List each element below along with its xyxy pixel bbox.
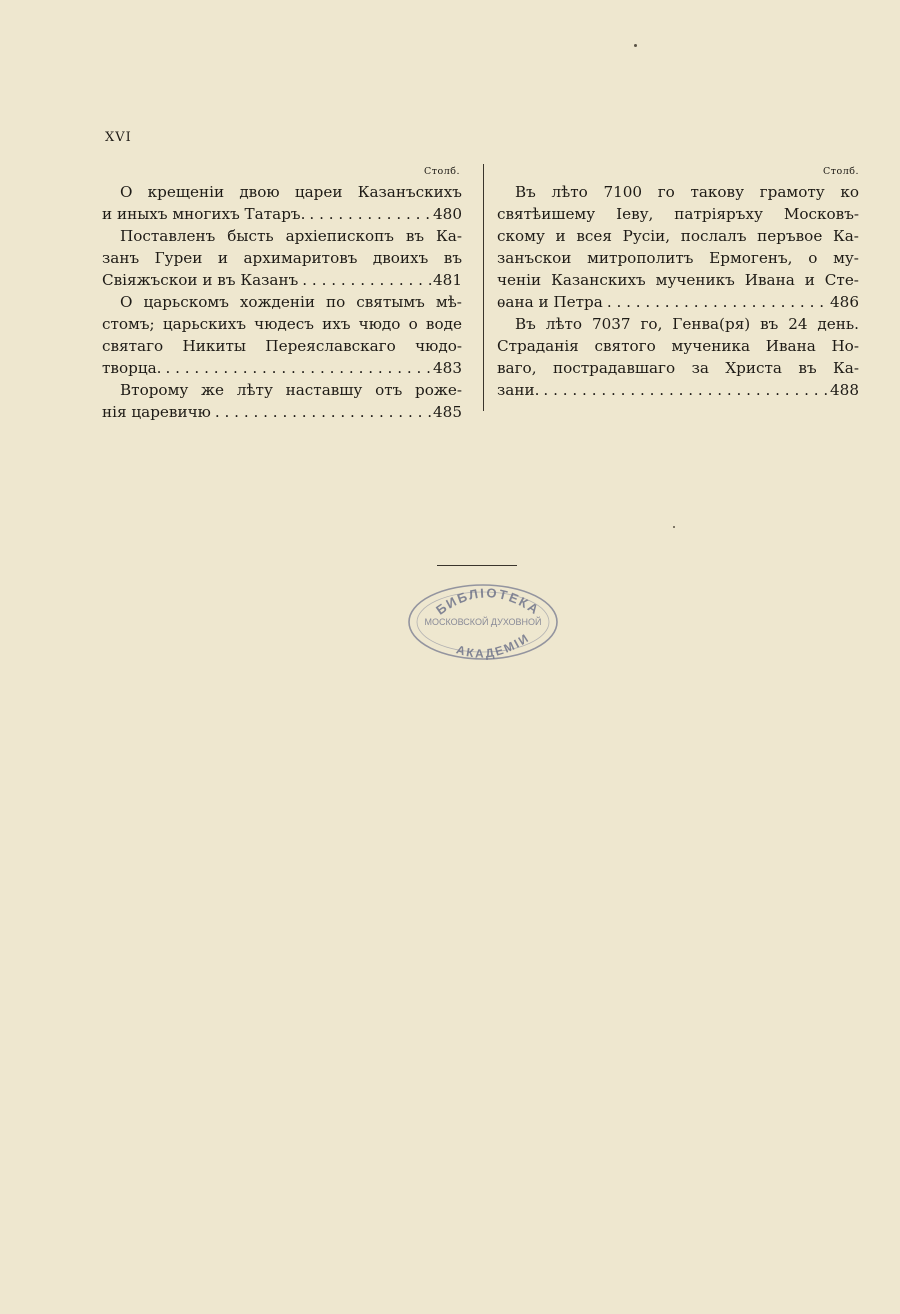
entry-last-line — [102, 203, 462, 225]
toc-entry — [102, 379, 462, 423]
end-rule — [437, 565, 517, 566]
column-heading: Столб. — [423, 166, 460, 177]
entry-last-line — [102, 269, 462, 291]
entry-line: святаго Никиты Переяславскаго чюдо- — [102, 337, 462, 355]
entry-line: Въ лѣто 7037 го, Генва(ря) въ 24 день. — [515, 315, 859, 333]
toc-entry — [497, 313, 859, 401]
library-stamp — [404, 578, 562, 662]
toc-entry — [102, 181, 462, 225]
entry-line: О крещеніи двою цареи Казанъскихъ — [120, 183, 462, 201]
column-number: 483 — [433, 359, 462, 377]
entry-line: скому и всея Русіи, послалъ перъвое Ка- — [497, 227, 859, 245]
column-heading: Столб. — [822, 166, 859, 177]
dot-leader — [539, 379, 830, 401]
column-number: 481 — [433, 271, 462, 289]
entry-last-line — [102, 357, 462, 379]
entry-line: занъ Гуреи и архимаритовъ двоихъ въ — [102, 249, 462, 267]
dot-leader — [211, 401, 433, 423]
entry-line: ченіи Казанскихъ мученикъ Ивана и Сте- — [497, 271, 859, 289]
dot-leader — [298, 269, 433, 291]
entry-line: стомъ; царьскихъ чюдесъ ихъ чюдо о воде — [102, 315, 462, 333]
toc-entry — [497, 181, 859, 313]
column-number: 486 — [830, 293, 859, 311]
paper-fleck — [673, 526, 675, 528]
entry-text-end: творца. — [102, 359, 162, 377]
entry-line: Страданія святого мученика Ивана Но- — [497, 337, 859, 355]
svg-text:БИБЛІОТЕКА — [433, 585, 543, 618]
entry-text-end: зани. — [497, 381, 540, 399]
entry-line: ваго, пострадавшаго за Христа въ Ка- — [497, 359, 859, 377]
entry-line: святѣишему Іеву, патріяръху Московъ- — [497, 205, 859, 223]
dot-leader — [305, 203, 433, 225]
entry-last-line — [102, 401, 462, 423]
column-number: 488 — [830, 381, 859, 399]
right-entries — [497, 181, 859, 401]
entry-line: Поставленъ бысть архіепископъ въ Ка- — [120, 227, 462, 245]
column-number: 485 — [433, 403, 462, 421]
stamp-line3: АКАДЕМІИ — [454, 630, 533, 661]
entry-text-end: Свіяжъскои и въ Казанъ — [102, 271, 299, 289]
entry-last-line — [497, 291, 859, 313]
left-column — [102, 166, 462, 423]
column-divider — [483, 164, 484, 411]
entry-line: О царьскомъ хожденіи по святымъ мѣ- — [120, 293, 462, 311]
entry-text-end: ѳана и Петра — [497, 293, 603, 311]
entry-line: занъскои митрополитъ Ермогенъ, о му- — [497, 249, 859, 267]
stamp-line1: БИБЛІОТЕКА — [433, 585, 543, 619]
entry-line: Въ лѣто 7100 го такову грамоту ко — [515, 183, 859, 201]
stamp-line2: МОСКОВСКОЙ ДУХОВНОЙ — [424, 617, 542, 627]
paper-fleck — [634, 44, 637, 47]
column-number: 480 — [433, 205, 462, 223]
entry-line: Второму же лѣту наставшу отъ роже- — [120, 381, 462, 399]
left-entries — [102, 181, 462, 423]
right-column — [497, 166, 859, 401]
dot-leader — [603, 291, 830, 313]
page-number: XVI — [105, 130, 132, 145]
toc-entry — [102, 291, 462, 379]
toc-entry — [102, 225, 462, 291]
entry-text-end: нія царевичю — [102, 403, 211, 421]
entry-text-end: и иныхъ многихъ Татаръ. — [102, 205, 306, 223]
entry-last-line — [497, 379, 859, 401]
svg-text:АКАДЕМІИ — [455, 630, 533, 660]
dot-leader — [161, 357, 433, 379]
